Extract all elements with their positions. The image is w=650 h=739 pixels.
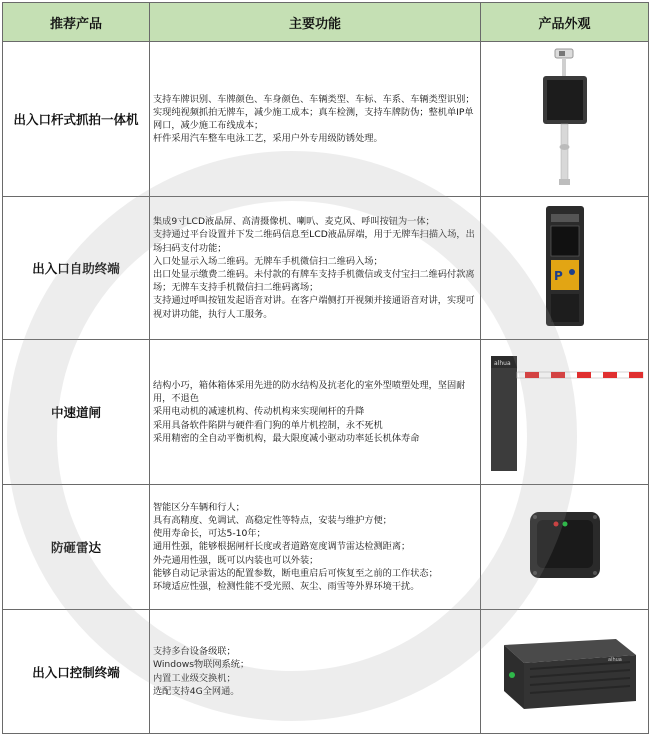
feature-line: 支持多台设备级联； (153, 646, 236, 658)
feature-line: 采用具备软件陷阱与硬件看门狗的单片机控制，永不死机 (153, 419, 383, 431)
product-name: 出入口控制终端 (3, 610, 150, 734)
product-name: 出入口杆式抓拍一体机 (3, 42, 150, 197)
radar-device-image (525, 508, 605, 583)
table-header-row (3, 3, 649, 42)
pole-camera-image (535, 47, 595, 187)
product-table-wrapper (2, 2, 648, 734)
self-service-terminal-image (540, 204, 590, 329)
product-features (150, 197, 481, 340)
feature-line: 支持通过平台设置并下发二维码信息至LCD液晶屏端，用于无牌车扫描入场，出场扫码支付功能； (153, 229, 475, 254)
table-row (3, 485, 649, 610)
feature-line: 选配支持4G全网通。 (153, 685, 240, 697)
product-image-cell (481, 610, 649, 734)
header-recommended-product: 推荐产品 (3, 3, 150, 42)
header-main-function: 主要功能 (150, 3, 481, 42)
feature-line: 智能区分车辆和行人； (153, 501, 245, 513)
product-name: 防砸雷达 (3, 485, 150, 610)
feature-line: 入口处显示入场二维码。无牌车手机微信扫二维码入场； (153, 255, 383, 267)
feature-line: 集成9寸LCD液晶屏、高清摄像机、喇叭、麦克风、呼叫按钮为一体； (153, 216, 435, 228)
product-table (2, 2, 649, 734)
radar-green-led (562, 521, 567, 526)
product-image-cell (481, 340, 649, 485)
feature-line: 具有高精度、免调试、高稳定性等特点，安装与维护方便； (153, 514, 392, 526)
feature-line: 能够自动记录雷达的配置参数，断电重启后可恢复至之前的工作状态； (153, 567, 438, 579)
table-row (3, 610, 649, 734)
feature-line: 杆件采用汽车整车电泳工艺，采用户外专用级防锈处理。 (153, 133, 383, 145)
feature-line: 环境适应性强，检测性能不受光照、灰尘、雨雪等外界环境干扰。 (153, 581, 420, 592)
product-features (150, 340, 481, 485)
table-row (3, 42, 649, 197)
feature-line: 支持通过呼叫按钮发起语音对讲。在客户端侧打开视频并接通语音对讲，实现可视对讲功能，执行人工服务。 (153, 295, 475, 320)
control-terminal-image (490, 625, 640, 715)
product-features (150, 610, 481, 734)
feature-line: 采用电动机的减速机构、传动机构来实现闸杆的升降 (153, 406, 365, 418)
product-name: 中速道闸 (3, 340, 150, 485)
feature-line: 外壳通用性强，既可以内装也可以外装； (153, 554, 319, 566)
barrier-brand-logo: alhua (493, 359, 511, 367)
feature-line: 结构小巧，箱体箱体采用先进的防水结构及抗老化的室外型喷塑处理，坚固耐用，不退色 (153, 379, 466, 405)
feature-line: 出口处显示缴费二维码。未付款的有牌车支持手机微信或支付宝扫二维码付款离场；无牌车支持手机微信扫二维码离场； (153, 269, 475, 294)
radar-red-led (553, 521, 558, 526)
feature-line: Windows物联网系统； (153, 659, 250, 671)
power-led (509, 672, 515, 678)
box-brand-logo: alhua (607, 656, 622, 663)
product-image-cell (481, 42, 649, 197)
feature-line: 支持车牌识别、车牌颜色、车身颜色、车辆类型、车标、车系、车辆类型识别；实现纯视频抓拍无牌车，减少施工成本；真车检测，支持车牌防伪；整机单IP单网口，减少施工布线成本； (153, 93, 475, 131)
product-image-cell (481, 485, 649, 610)
svg-text:P: P (553, 268, 563, 283)
product-image-cell (481, 197, 649, 340)
feature-line: 采用精密的全自动平衡机构，最大限度减小驱动功率延长机体寿命 (153, 432, 420, 444)
product-features (150, 485, 481, 610)
feature-line: 使用寿命长，可达5-10年； (153, 528, 266, 540)
product-name: 出入口自助终端 (3, 197, 150, 340)
header-product-appearance: 产品外观 (481, 3, 649, 42)
feature-line: 内置工业级交换机； (153, 672, 236, 684)
barrier-gate-image (485, 348, 645, 473)
product-features (150, 42, 481, 197)
table-row (3, 340, 649, 485)
feature-line: 通用性强，能够根据闸杆长度或者道路宽度调节雷达检测距离； (153, 541, 411, 553)
table-row (3, 197, 649, 340)
